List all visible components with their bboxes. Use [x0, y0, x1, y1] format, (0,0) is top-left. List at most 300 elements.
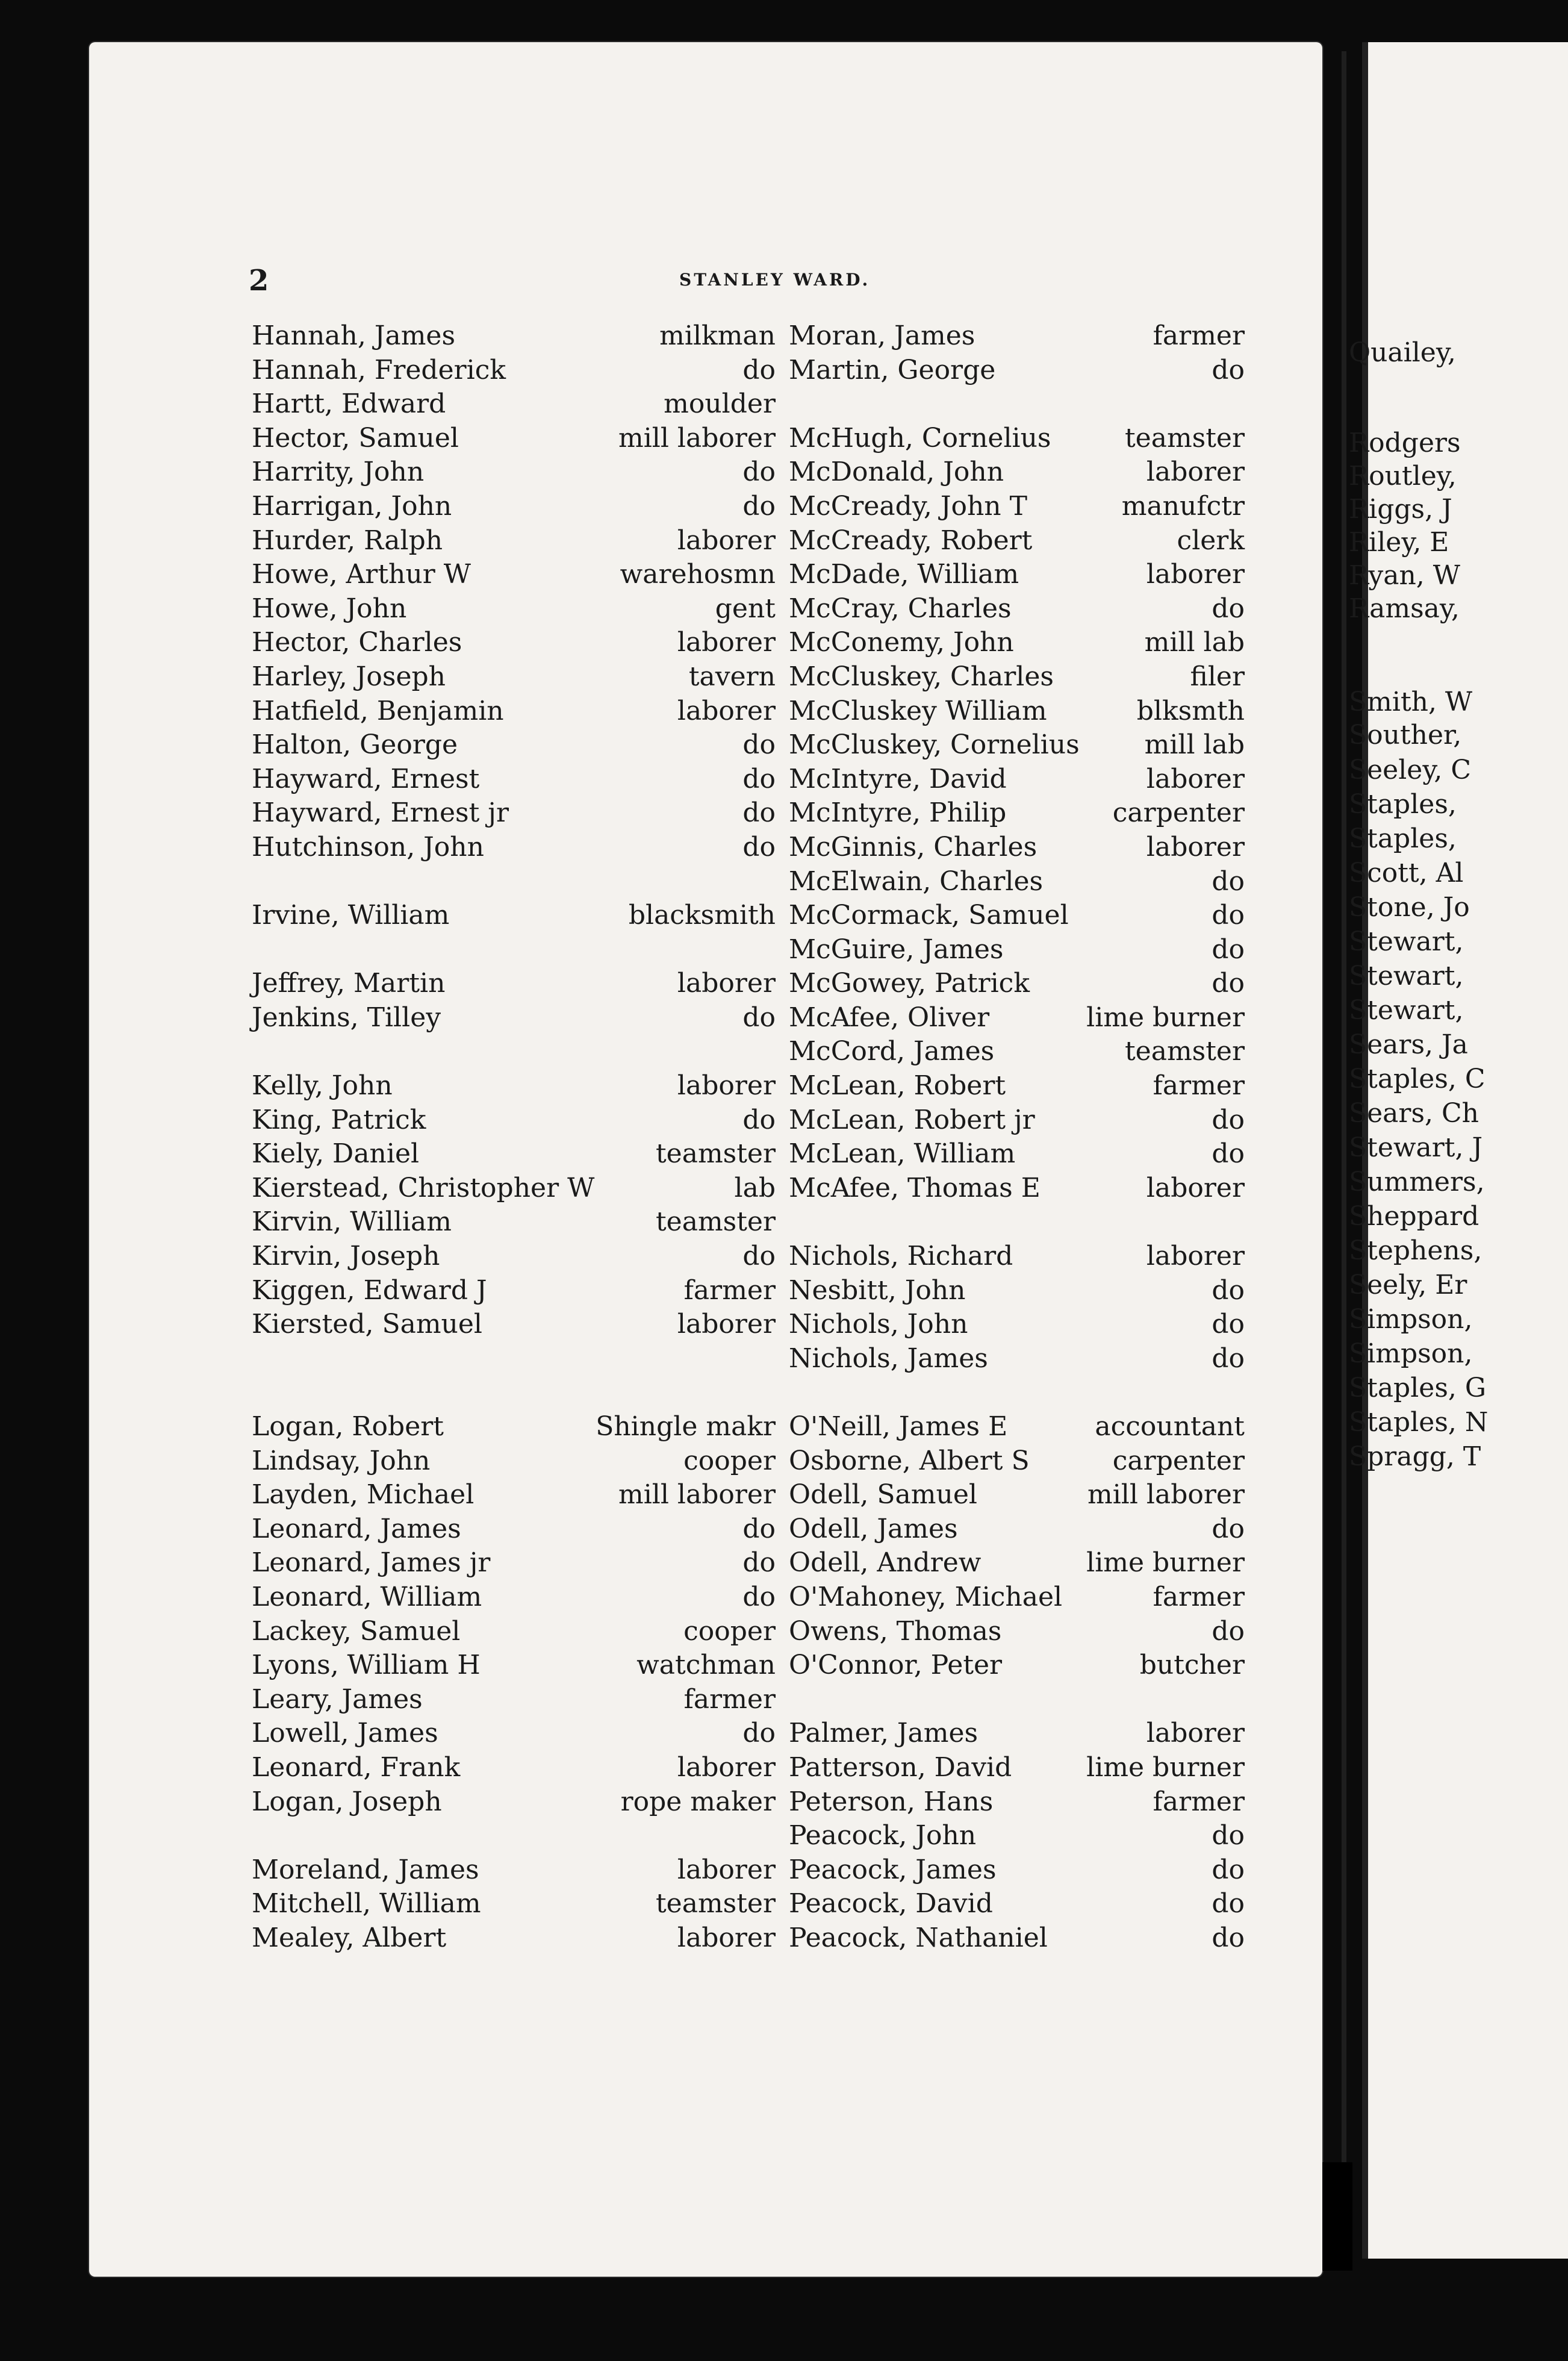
- entry-occupation: do: [1212, 900, 1245, 931]
- next-page-entry: Riley, E: [1349, 527, 1449, 558]
- entry-name: Kirvin, William: [252, 1206, 452, 1238]
- entry-occupation: laborer: [677, 525, 776, 556]
- entry-occupation: do: [742, 763, 776, 794]
- next-page-entry: Sheppard: [1349, 1201, 1479, 1232]
- entry-occupation: manufctr: [1121, 490, 1245, 522]
- next-page-entry: Sears, Ja: [1349, 1029, 1468, 1060]
- entry-name: Kiggen, Edward J: [252, 1274, 487, 1306]
- next-page-entry: Riggs, J: [1349, 494, 1452, 525]
- entry-name: Hector, Charles: [252, 627, 462, 658]
- entry-name: McGowey, Patrick: [789, 968, 1030, 999]
- entry-name: Lindsay, John: [252, 1445, 431, 1476]
- directory-entry: [789, 1137, 1245, 1171]
- directory-entry: [252, 524, 776, 558]
- directory-entry: [252, 626, 776, 660]
- entry-name: McDonald, John: [789, 457, 1004, 488]
- next-page-entry: Souther,: [1349, 720, 1462, 750]
- entry-name: Leonard, James: [252, 1513, 461, 1544]
- entry-name: McConemy, John: [789, 627, 1014, 658]
- directory-entry: [789, 1580, 1245, 1615]
- entry-name: Logan, Joseph: [252, 1786, 442, 1817]
- directory-entry: [252, 354, 776, 388]
- entry-occupation: do: [742, 1718, 776, 1749]
- entry-name: McGuire, James: [789, 934, 1004, 965]
- entry-name: Lowell, James: [252, 1718, 438, 1749]
- entry-occupation: do: [1212, 968, 1245, 999]
- entry-name: Harrity, John: [252, 457, 425, 488]
- entry-name: Halton, George: [252, 729, 458, 761]
- entry-name: McIntyre, David: [789, 763, 1007, 794]
- directory-entry: [252, 1410, 776, 1444]
- directory-entry: [252, 1853, 776, 1888]
- entry-occupation: laborer: [677, 1070, 776, 1102]
- entry-occupation: do: [1212, 865, 1245, 897]
- entry-occupation: do: [1212, 1343, 1245, 1374]
- entry-occupation: mill lab: [1144, 729, 1245, 761]
- next-page-entry: Ryan, W: [1349, 560, 1460, 591]
- next-page-entry: Stone, Jo: [1349, 892, 1470, 923]
- entry-occupation: teamster: [655, 1138, 776, 1170]
- directory-entry: [789, 422, 1245, 456]
- entry-name: McAfee, Oliver: [789, 1002, 990, 1033]
- directory-entry: [789, 1751, 1245, 1785]
- entry-name: King, Patrick: [252, 1104, 426, 1135]
- entry-name: Jeffrey, Martin: [252, 968, 446, 999]
- entry-occupation: laborer: [1146, 1172, 1245, 1203]
- entry-occupation: do: [1212, 1309, 1245, 1340]
- directory-entry: [789, 455, 1245, 490]
- entry-name: O'Mahoney, Michael: [789, 1581, 1063, 1612]
- directory-entry: [252, 933, 776, 967]
- entry-occupation: do: [1212, 1104, 1245, 1135]
- entry-name: Harrigan, John: [252, 490, 452, 522]
- next-page-entry: Stephens,: [1349, 1235, 1482, 1266]
- entry-name: Harley, Joseph: [252, 661, 446, 692]
- directory-entry: [252, 387, 776, 422]
- entry-name: Odell, James: [789, 1513, 958, 1544]
- page-number: 2: [249, 264, 269, 298]
- entry-occupation: do: [1212, 1854, 1245, 1885]
- entry-occupation: do: [1212, 1274, 1245, 1306]
- entry-occupation: accountant: [1095, 1411, 1245, 1442]
- entry-name: O'Connor, Peter: [789, 1650, 1003, 1681]
- entry-occupation: do: [742, 1581, 776, 1612]
- entry-name: Leary, James: [252, 1683, 423, 1715]
- directory-entry: [252, 1580, 776, 1615]
- entry-occupation: do: [1212, 1820, 1245, 1851]
- directory-entry: [789, 1853, 1245, 1888]
- entry-occupation: lab: [734, 1172, 776, 1203]
- entry-occupation: lime burner: [1086, 1547, 1245, 1579]
- directory-entry: [252, 660, 776, 694]
- next-page-entry: Staples, G: [1349, 1373, 1487, 1403]
- entry-name: McCord, James: [789, 1036, 995, 1067]
- directory-entry: [252, 1751, 776, 1785]
- entry-occupation: laborer: [1146, 1241, 1245, 1272]
- directory-entry: [252, 1001, 776, 1035]
- directory-entry: [252, 1240, 776, 1274]
- entry-name: McIntyre, Philip: [789, 797, 1007, 829]
- directory-entry: [252, 319, 776, 354]
- directory-entry: [252, 1444, 776, 1479]
- entry-name: Leonard, William: [252, 1581, 482, 1612]
- directory-entry: [789, 319, 1245, 354]
- directory-entry: [789, 1410, 1245, 1444]
- next-page-entry: Rodgers: [1349, 428, 1461, 458]
- next-page-entry: Spragg, T: [1349, 1441, 1481, 1472]
- directory-entry: [789, 728, 1245, 763]
- entry-name: McLean, Robert: [789, 1070, 1006, 1102]
- next-page-entry: Staples, C: [1349, 1064, 1486, 1094]
- entry-occupation: farmer: [683, 1274, 776, 1306]
- left-column: [252, 319, 776, 1956]
- entry-name: Odell, Samuel: [789, 1479, 977, 1511]
- directory-entry: [252, 1819, 776, 1853]
- entry-name: Owens, Thomas: [789, 1615, 1002, 1647]
- entry-occupation: laborer: [677, 968, 776, 999]
- directory-entry: [789, 865, 1245, 899]
- next-page-entry: Stewart, J: [1349, 1132, 1483, 1163]
- entry-name: Lyons, William H: [252, 1650, 481, 1681]
- entry-name: McGinnis, Charles: [789, 831, 1038, 862]
- entry-occupation: laborer: [677, 1309, 776, 1340]
- entry-name: Irvine, William: [252, 900, 450, 931]
- entry-name: Kiersted, Samuel: [252, 1309, 483, 1340]
- directory-entry: [252, 1274, 776, 1308]
- entry-occupation: do: [1212, 1922, 1245, 1953]
- directory-entry: [252, 694, 776, 729]
- page-spine: [1342, 51, 1346, 2207]
- directory-entry: [789, 1921, 1245, 1956]
- entry-occupation: do: [742, 831, 776, 862]
- entry-name: Peacock, John: [789, 1820, 977, 1851]
- directory-entry: [789, 1717, 1245, 1751]
- entry-name: Kelly, John: [252, 1070, 393, 1102]
- entry-name: Hayward, Ernest jr: [252, 797, 509, 829]
- directory-entry: [789, 524, 1245, 558]
- directory-entry: [789, 1205, 1234, 1240]
- entry-occupation: gent: [715, 593, 776, 624]
- entry-occupation: do: [742, 1104, 776, 1135]
- entry-occupation: laborer: [677, 627, 776, 658]
- directory-entry: [789, 694, 1245, 729]
- entry-name: Peterson, Hans: [789, 1786, 994, 1817]
- entry-occupation: do: [742, 797, 776, 829]
- directory-entry: [789, 1819, 1245, 1853]
- entry-occupation: Shingle makr: [596, 1411, 776, 1442]
- entry-name: Patterson, David: [789, 1751, 1012, 1783]
- entry-occupation: watchman: [636, 1650, 776, 1681]
- directory-entry: [252, 796, 776, 831]
- entry-name: Peacock, Nathaniel: [789, 1922, 1048, 1953]
- entry-name: Nichols, John: [789, 1309, 968, 1340]
- entry-occupation: blacksmith: [628, 900, 776, 931]
- entry-occupation: do: [742, 354, 776, 385]
- entry-occupation: filer: [1190, 661, 1245, 692]
- entry-occupation: laborer: [1146, 559, 1245, 590]
- entry-name: Howe, Arthur W: [252, 559, 471, 590]
- entry-name: Nichols, James: [789, 1343, 988, 1374]
- entry-occupation: farmer: [1153, 320, 1245, 351]
- directory-entry: [789, 1240, 1245, 1274]
- directory-entry: [252, 455, 776, 490]
- entry-occupation: do: [742, 1513, 776, 1544]
- entry-occupation: tavern: [688, 661, 776, 692]
- entry-name: Kierstead, Christopher W: [252, 1172, 595, 1203]
- entry-occupation: laborer: [677, 695, 776, 726]
- directory-entry: [252, 1478, 776, 1512]
- directory-entry: [252, 1171, 776, 1206]
- directory-entry: [252, 592, 776, 626]
- directory-entry: [789, 933, 1245, 967]
- entry-name: Moreland, James: [252, 1854, 479, 1885]
- entry-occupation: laborer: [1146, 831, 1245, 862]
- entry-occupation: do: [742, 1241, 776, 1272]
- directory-entry: [252, 831, 776, 865]
- entry-occupation: laborer: [677, 1751, 776, 1783]
- directory-entry: [252, 558, 776, 592]
- directory-entry: [789, 899, 1245, 933]
- directory-entry: [252, 1785, 776, 1820]
- entry-occupation: farmer: [683, 1683, 776, 1715]
- directory-entry: [252, 1546, 776, 1580]
- directory-entry: [789, 1444, 1245, 1479]
- directory-entry: [789, 592, 1245, 626]
- entry-occupation: clerk: [1177, 525, 1245, 556]
- entry-name: Nichols, Richard: [789, 1241, 1013, 1272]
- entry-occupation: teamster: [1124, 422, 1245, 454]
- entry-name: O'Neill, James E: [789, 1411, 1008, 1442]
- directory-entry: [252, 1137, 776, 1171]
- next-page-entry: Quailey,: [1349, 337, 1456, 368]
- directory-entry: [252, 1615, 776, 1649]
- right-column: [789, 319, 1245, 1956]
- entry-name: Howe, John: [252, 593, 407, 624]
- directory-entry: [789, 967, 1245, 1001]
- entry-name: McLean, Robert jr: [789, 1104, 1035, 1135]
- directory-entry: [252, 1512, 776, 1547]
- directory-entry: [252, 1308, 776, 1342]
- entry-occupation: milkman: [659, 320, 776, 351]
- next-page-entry: Simpson,: [1349, 1338, 1473, 1369]
- entry-name: Layden, Michael: [252, 1479, 474, 1511]
- directory-entry: [789, 626, 1245, 660]
- entry-name: McLean, William: [789, 1138, 1016, 1170]
- next-page-entry: Smith, W: [1349, 687, 1473, 717]
- directory-entry: [789, 490, 1245, 524]
- entry-occupation: teamster: [1124, 1036, 1245, 1067]
- entry-name: Kirvin, Joseph: [252, 1241, 440, 1272]
- directory-entry: [789, 1035, 1245, 1069]
- entry-name: McHugh, Cornelius: [789, 422, 1051, 454]
- entry-name: McAfee, Thomas E: [789, 1172, 1041, 1203]
- directory-entry: [789, 1683, 1234, 1717]
- entry-occupation: mill lab: [1144, 627, 1245, 658]
- entry-name: Hartt, Edward: [252, 388, 446, 420]
- directory-entry: [789, 354, 1245, 388]
- entry-occupation: do: [742, 490, 776, 522]
- entry-occupation: do: [742, 729, 776, 761]
- entry-occupation: cooper: [683, 1445, 776, 1476]
- entry-occupation: do: [1212, 1513, 1245, 1544]
- entry-occupation: mill laborer: [1087, 1479, 1245, 1511]
- directory-entry: [789, 763, 1245, 797]
- entry-name: McCluskey William: [789, 695, 1047, 726]
- directory-entry: [789, 558, 1245, 592]
- next-page-entry: Stewart,: [1349, 961, 1464, 991]
- entry-name: Osborne, Albert S: [789, 1445, 1030, 1476]
- entry-occupation: do: [742, 1547, 776, 1579]
- next-page-entry: Scott, Al: [1349, 858, 1464, 888]
- directory-entry: [789, 1546, 1245, 1580]
- entry-occupation: laborer: [1146, 457, 1245, 488]
- directory-entry: [789, 1648, 1245, 1683]
- directory-entry: [252, 728, 776, 763]
- directory-entry: [789, 1342, 1245, 1376]
- entry-name: McDade, William: [789, 559, 1019, 590]
- entry-name: Mitchell, William: [252, 1888, 481, 1920]
- next-page-entry: Stewart,: [1349, 995, 1464, 1026]
- entry-occupation: do: [1212, 934, 1245, 965]
- entry-occupation: lime burner: [1086, 1751, 1245, 1783]
- entry-occupation: moulder: [664, 388, 776, 420]
- entry-name: Hannah, Frederick: [252, 354, 506, 385]
- directory-entry: [789, 1615, 1245, 1649]
- next-page-entry: Seely, Er: [1349, 1270, 1467, 1300]
- entry-occupation: lime burner: [1086, 1002, 1245, 1033]
- directory-entry: [252, 1887, 776, 1921]
- entry-occupation: warehosmn: [620, 559, 776, 590]
- entry-name: McCready, Robert: [789, 525, 1033, 556]
- entry-occupation: do: [1212, 354, 1245, 385]
- directory-entry: [252, 1205, 776, 1240]
- directory-entry: [252, 490, 776, 524]
- entry-name: Lackey, Samuel: [252, 1615, 461, 1647]
- directory-entry: [789, 831, 1245, 865]
- next-page-entry: Seeley, C: [1349, 755, 1471, 785]
- directory-entry: [252, 1035, 776, 1069]
- entry-occupation: do: [1212, 1888, 1245, 1920]
- directory-entry: [252, 967, 776, 1001]
- entry-name: Logan, Robert: [252, 1411, 444, 1442]
- directory-entry: [252, 1683, 776, 1717]
- entry-occupation: farmer: [1153, 1786, 1245, 1817]
- directory-entry: [252, 899, 776, 933]
- directory-entry: [252, 763, 776, 797]
- directory-entry: [252, 1921, 776, 1956]
- entry-occupation: laborer: [1146, 763, 1245, 794]
- next-page-entry: Routley,: [1349, 461, 1457, 491]
- entry-name: Leonard, James jr: [252, 1547, 491, 1579]
- next-page-entry: Stewart,: [1349, 926, 1464, 957]
- entry-name: Moran, James: [789, 320, 975, 351]
- directory-entry: [252, 1376, 776, 1410]
- entry-name: Mealey, Albert: [252, 1922, 447, 1953]
- entry-occupation: laborer: [677, 1922, 776, 1953]
- next-page-entry: Simpson,: [1349, 1304, 1473, 1335]
- entry-occupation: laborer: [677, 1854, 776, 1885]
- entry-occupation: mill laborer: [618, 422, 776, 454]
- entry-occupation: butcher: [1139, 1650, 1245, 1681]
- entry-occupation: blksmth: [1136, 695, 1245, 726]
- binding-shadow: [1322, 2162, 1352, 2271]
- entry-occupation: teamster: [655, 1888, 776, 1920]
- entry-name: Hector, Samuel: [252, 422, 459, 454]
- entry-name: Hurder, Ralph: [252, 525, 443, 556]
- entry-occupation: mill laborer: [618, 1479, 776, 1511]
- directory-entry: [789, 1103, 1245, 1138]
- directory-entry: [252, 1103, 776, 1138]
- directory-entry: [789, 1376, 1234, 1410]
- entry-name: Leonard, Frank: [252, 1751, 461, 1783]
- entry-name: Hutchinson, John: [252, 831, 484, 862]
- directory-entry: [789, 1887, 1245, 1921]
- directory-entry: [252, 865, 776, 899]
- next-page-entry: Ramsay,: [1349, 593, 1460, 624]
- entry-name: Peacock, David: [789, 1888, 993, 1920]
- entry-occupation: farmer: [1153, 1070, 1245, 1102]
- entry-occupation: do: [1212, 1138, 1245, 1170]
- page-header: STANLEY WARD.: [679, 270, 871, 290]
- entry-name: Martin, George: [789, 354, 996, 385]
- entry-name: Hayward, Ernest: [252, 763, 480, 794]
- entry-name: Nesbitt, John: [789, 1274, 966, 1306]
- entry-occupation: carpenter: [1112, 1445, 1245, 1476]
- entry-name: McCready, John T: [789, 490, 1027, 522]
- entry-occupation: do: [742, 457, 776, 488]
- entry-name: Hatfield, Benjamin: [252, 695, 504, 726]
- entry-name: McCray, Charles: [789, 593, 1012, 624]
- directory-entry: [252, 1648, 776, 1683]
- entry-name: McElwain, Charles: [789, 865, 1044, 897]
- directory-entry: [789, 1785, 1245, 1820]
- entry-occupation: do: [1212, 593, 1245, 624]
- entry-name: Hannah, James: [252, 320, 456, 351]
- directory-entry: [789, 796, 1245, 831]
- directory-entry: [789, 660, 1245, 694]
- next-page-entry: Staples,: [1349, 789, 1457, 820]
- entry-occupation: farmer: [1153, 1581, 1245, 1612]
- entry-name: McCormack, Samuel: [789, 900, 1069, 931]
- directory-entry: [252, 422, 776, 456]
- next-page-entry: Staples, N: [1349, 1407, 1489, 1438]
- entry-occupation: teamster: [655, 1206, 776, 1238]
- next-page-entry: Sears, Ch: [1349, 1098, 1479, 1129]
- entry-name: McCluskey, Cornelius: [789, 729, 1080, 761]
- directory-entry: [789, 1478, 1245, 1512]
- directory-entry: [252, 1069, 776, 1103]
- entry-occupation: do: [1212, 1615, 1245, 1647]
- entry-occupation: laborer: [1146, 1718, 1245, 1749]
- entry-name: Odell, Andrew: [789, 1547, 982, 1579]
- directory-entry: [789, 1171, 1245, 1206]
- entry-occupation: cooper: [683, 1615, 776, 1647]
- directory-entry: [789, 1274, 1245, 1308]
- directory-entry: [789, 1001, 1245, 1035]
- entry-occupation: carpenter: [1112, 797, 1245, 829]
- entry-name: Palmer, James: [789, 1718, 978, 1749]
- entry-name: Peacock, James: [789, 1854, 997, 1885]
- next-page-entry: Staples,: [1349, 823, 1457, 854]
- entry-occupation: rope maker: [620, 1786, 776, 1817]
- directory-entry: [789, 387, 1234, 422]
- directory-entry: [252, 1342, 776, 1376]
- next-page-entry: Summers,: [1349, 1167, 1485, 1197]
- directory-entry: [789, 1512, 1245, 1547]
- entry-name: Kiely, Daniel: [252, 1138, 420, 1170]
- directory-entry: [252, 1717, 776, 1751]
- entry-name: Jenkins, Tilley: [252, 1002, 441, 1033]
